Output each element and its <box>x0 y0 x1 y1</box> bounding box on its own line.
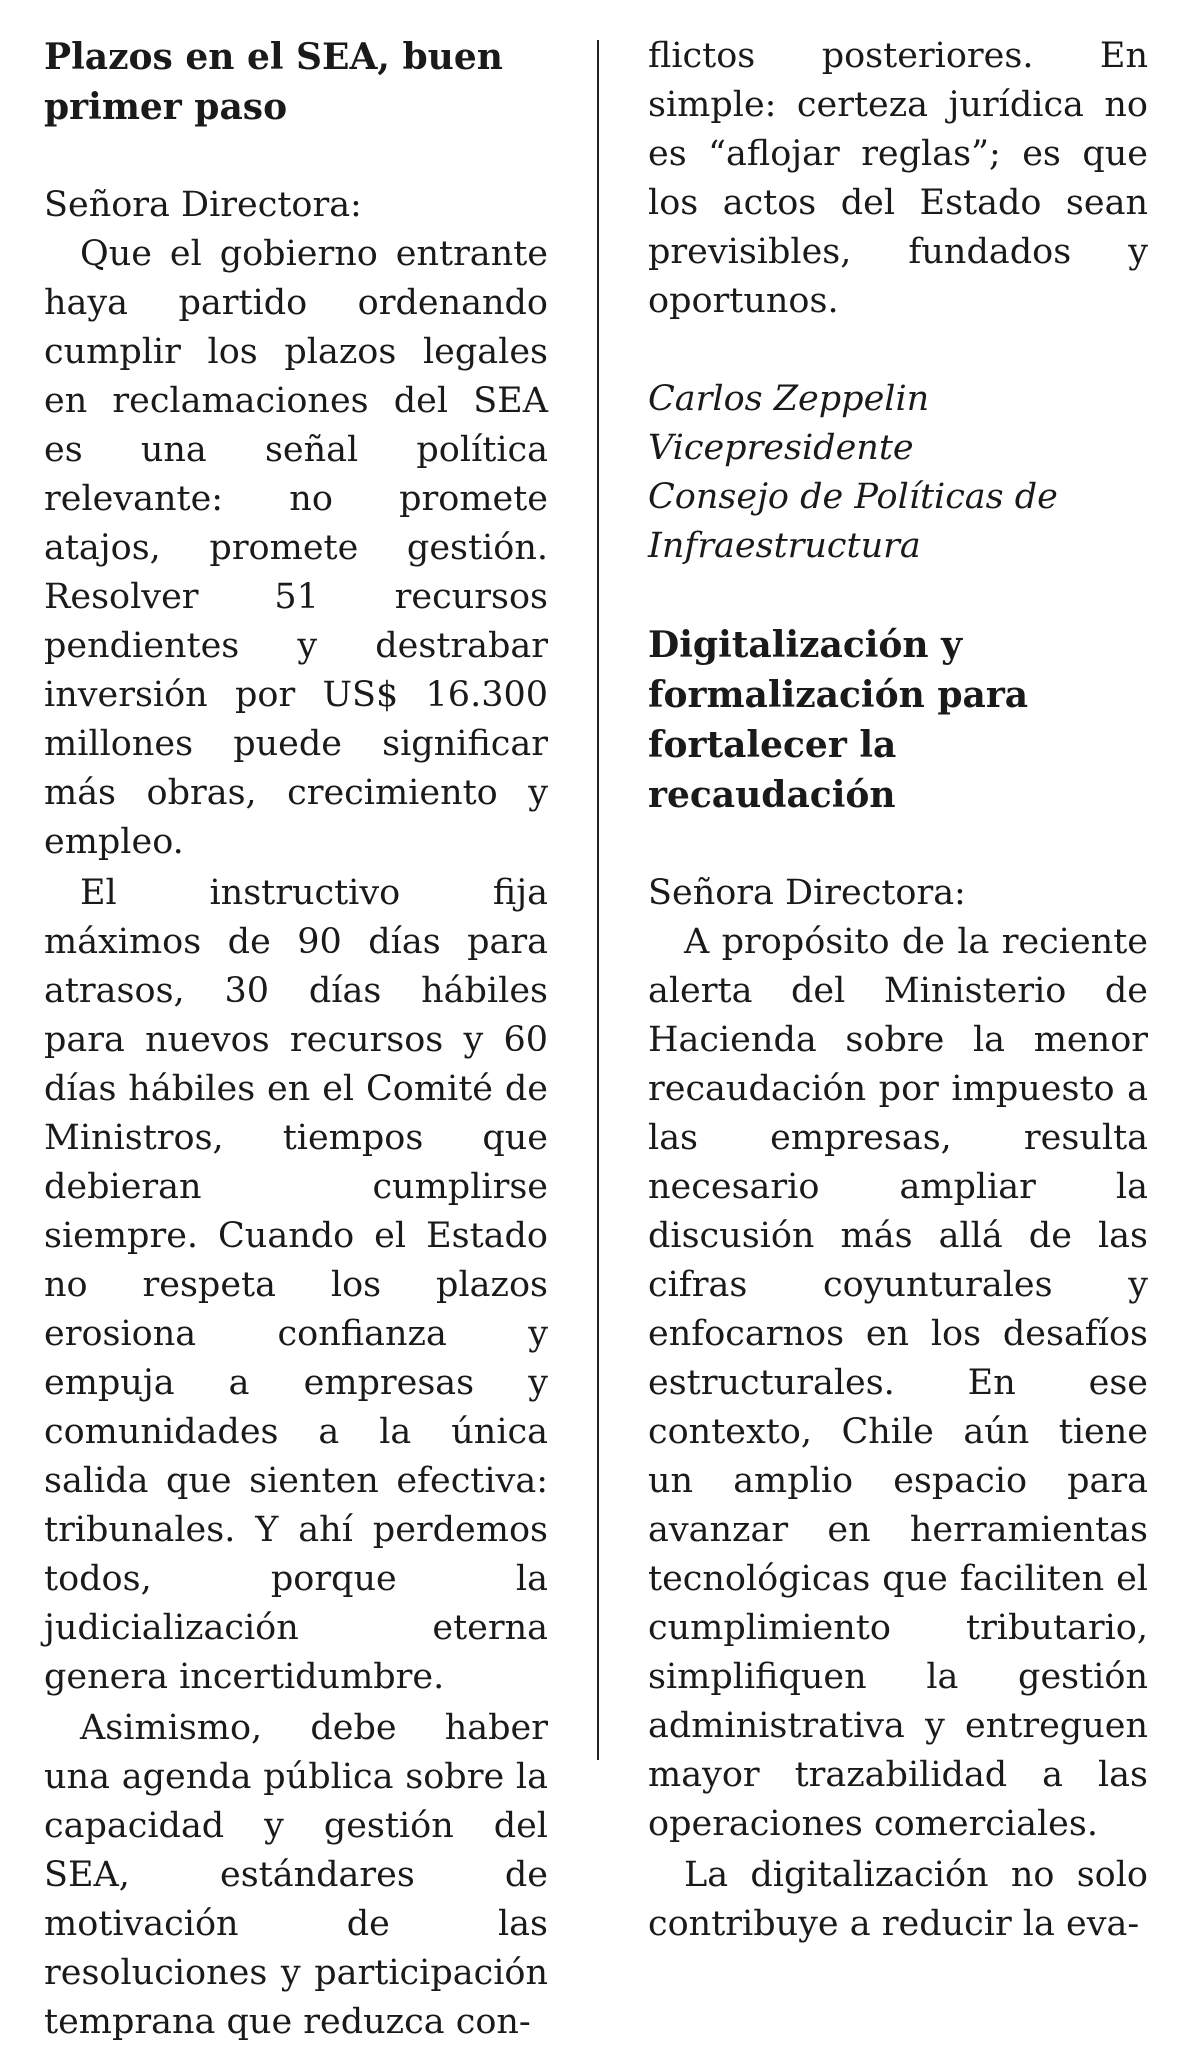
letter1-signature-org-line1: Consejo de Políticas de <box>648 477 1058 517</box>
letter1-headline: Plazos en el SEA, buen primer paso <box>44 36 503 128</box>
letter2-salutation: Señora Directora: <box>648 873 966 913</box>
letter1-signature-org-line2: Infraestructura <box>648 526 921 566</box>
letter1-paragraph-1: Que el gobierno entrante haya partido ordenando cumplir los plazos legales en reclamaciones del SEA es una señal política relevante: no promete atajos, promete gestión. Resolver 51 recursos pendientes y destrabar inversión por US$ 16.300 millones puede significar más obras, crecimiento y empleo. <box>44 234 548 862</box>
letter1-signature-title: Vicepresidente <box>648 428 914 468</box>
letter2-headline: Digitalización y formalización para fortalecer la recaudación <box>648 624 1029 816</box>
letter1-paragraph-3: Asimismo, debe haber una agenda pública sobre la capacidad y gestión del SEA, estándares de motivación de las resoluciones y participación temprana que reduzca con- <box>44 1708 548 2042</box>
left-column <box>44 32 548 2047</box>
letter1-salutation: Señora Directora: <box>44 185 362 225</box>
letter2-paragraph-2: La digitalización no solo contribuye a reducir la eva- <box>648 1855 1148 1944</box>
letter1-paragraph-2: El instructivo fija máximos de 90 días para atrasos, 30 días hábiles para nuevos recursos y 60 días hábiles en el Comité de Ministros, tiempos que debieran cumplirse siempre. Cuando el Estado no respeta los plazos erosiona confianza y empuja a empresas y comunidades a la única salida que sienten efectiva: tribunales. Y ahí perdemos todos, porque la judicialización eterna genera incertidumbre. <box>44 873 548 1697</box>
right-column <box>648 32 1148 1949</box>
column-divider <box>597 40 599 1760</box>
letter1-signature-name: Carlos Zeppelin <box>648 379 930 419</box>
letter2-paragraph-1: A propósito de la reciente alerta del Ministerio de Hacienda sobre la menor recaudación por impuesto a las empresas, resulta necesario ampliar la discusión más allá de las cifras coyunturales y enfocarnos en los desafíos estructurales. En ese contexto, Chile aún tiene un amplio espacio para avanzar en herramientas tecnológicas que faciliten el cumplimiento tributario, simplifiquen la gestión administrativa y entreguen mayor trazabilidad a las operaciones comerciales. <box>648 922 1148 1844</box>
letter1-paragraph-3-continued: flictos posteriores. En simple: certeza jurídica no es “aflojar reglas”; es que los actos del Estado sean previsibles, fundados y oportunos. <box>648 36 1148 321</box>
